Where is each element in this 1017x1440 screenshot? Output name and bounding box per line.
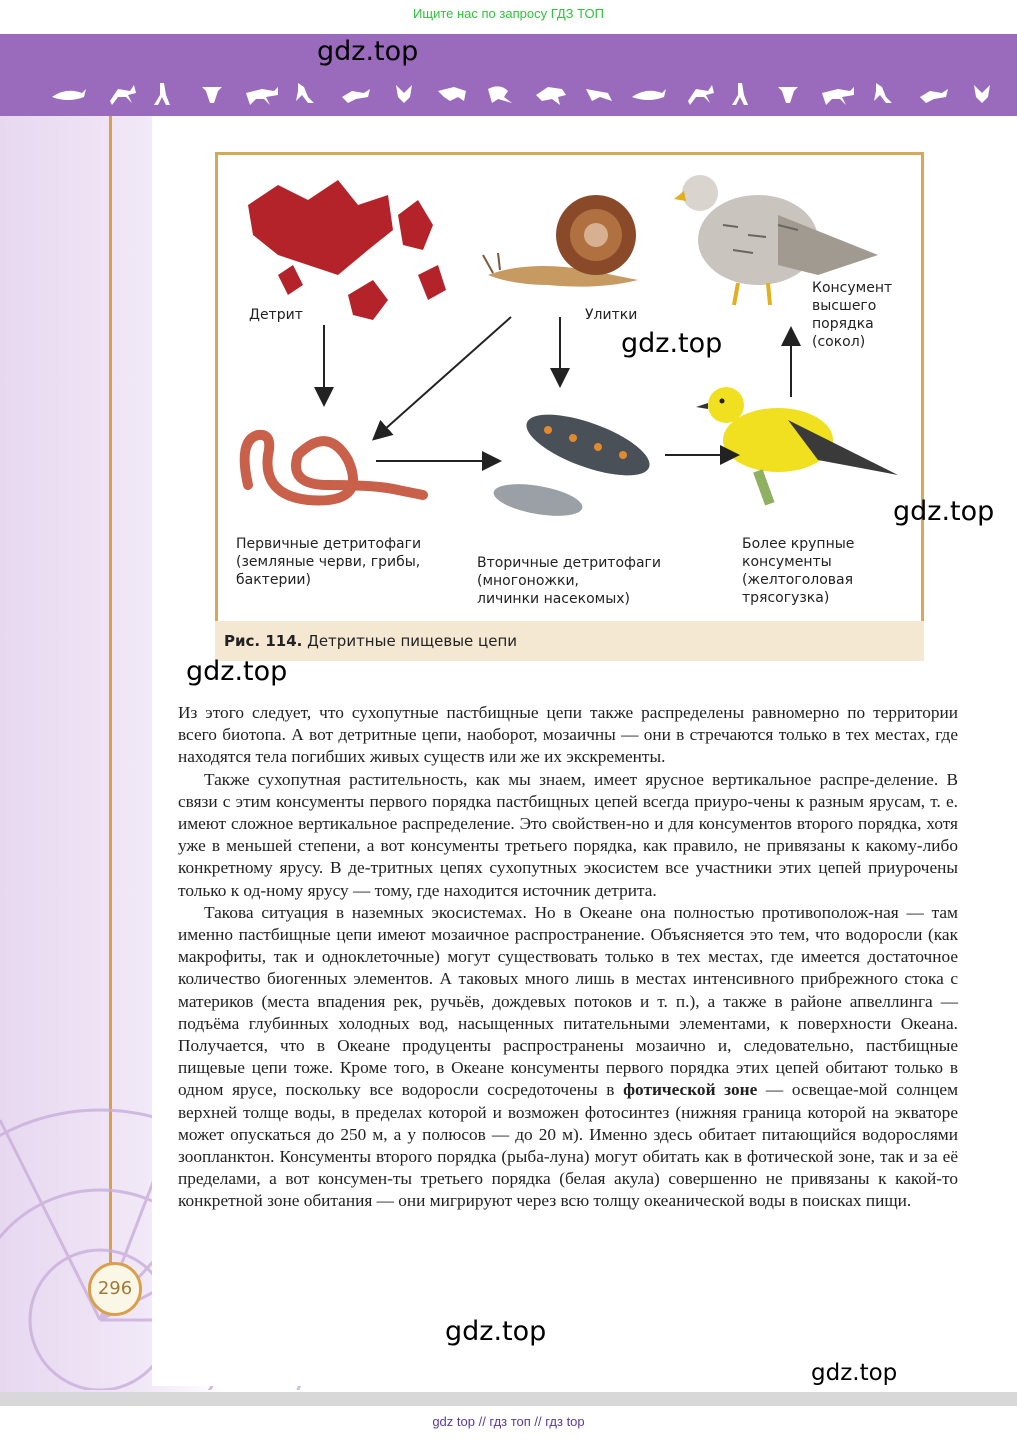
paragraph-3-tail: — освещае-мой солнцем верхней толще воды, в пределах которой и возможен фотосинтез (нижняя граница которой на экваторе может опускаться до 250 м, а у полюсов — до 20 м). Именно здесь обитает питающийся водорослями зоопланктон. Консументы второго порядка (рыба-луна) могут обитать как в фотической зоне, так и за её пределами, а вот консумен-ты третьего порядка (белая акула) совершенно не привязаны к какой-то конкретной зоне обитания — они мигрируют через всю толщу океанической воды в поисках пищи. <box>178 1080 959 1211</box>
caption-text: Детритные пищевые цепи <box>307 632 518 650</box>
paragraph-3-body: Такова ситуация в наземных экосистемах. Но в Океане она полностью противополож-ная — там именно пастбищные цепи имеют мозаичное распространение. Объясняется это тем, что водоросли (как макрофиты, так и одноклеточные) могут существовать только в тех местах, где имеется достаточное количество биогенных элементов. А таковых много лишь в местах интенсивного прибрежного стока с материков (места впадения рек, ручьёв, дождевых потоков и т. п.), а также в районе апвеллинга — подъёма глубинных холодных вод, насыщенных питательными элементами, к поверхности Океана. Получается, что в Океане продуценты распространены мозаично и, следовательно, пастбищные пищевые цепи тоже. Кроме того, в Океане консументы первого порядка этих цепей обитают только в одном ярусе, поскольку все водоросли сосредоточены в <box>178 902 958 1100</box>
label-secondary-detritivores: Вторичные детритофаги (многоножки, личинки насекомых) <box>477 555 662 607</box>
watermark-6: gdz.top <box>811 1360 898 1386</box>
label-primary-detritivores: Первичные детритофаги (земляные черви, грибы, бактерии) <box>236 536 422 588</box>
paragraph-1: Из этого следует, что сухопутные пастбищные цепи также распределены равномерно по территории всего биотопа. А вот детритные цепи, наоборот, мозаичны — они в стречаются только в тех местах, где находятся тела погибших живых существ или же их экскременты. <box>178 703 958 767</box>
caption-number: Рис. 114. <box>224 632 303 650</box>
oak-leaves-illustration <box>248 180 446 320</box>
page-number: 296 <box>88 1262 142 1316</box>
watermark-1: gdz.top <box>317 36 419 67</box>
bottom-links[interactable]: gdz top // гдз топ // гдз top <box>432 1414 585 1429</box>
wagtail-illustration <box>696 387 898 506</box>
figure-114 <box>215 152 924 624</box>
top-search-link[interactable]: Ищите нас по запросу ГДЗ ТОП <box>413 6 604 21</box>
animal-silhouettes-strip <box>52 79 1002 109</box>
header-banner <box>0 34 1017 116</box>
watermark-3: gdz.top <box>893 496 995 527</box>
bottom-band <box>0 1392 1017 1406</box>
earthworm-illustration <box>245 435 423 501</box>
label-top-consumer: Консумент высшего порядка (сокол) <box>812 280 893 350</box>
watermark-2: gdz.top <box>621 328 723 359</box>
label-snails: Улитки <box>585 307 638 323</box>
bold-term-photic-zone: фотической зоне <box>623 1080 758 1100</box>
insect-larvae-illustration <box>491 402 656 522</box>
label-detritus: Детрит <box>249 307 303 323</box>
watermark-4: gdz.top <box>186 656 288 687</box>
paragraph-2: Также сухопутная растительность, как мы знаем, имеет ярусное вертикальное распре-деление. В связи с этим консументы первого порядка пастбищных цепей всегда приуро-чены к разным ярусам, т. е. имеют сложное вертикальное распределение. Это свойствен-но и для консументов второго порядка, хотя уже в меньшей степени, а вот консументы третьего порядка, как правило, не привязаны к какому-либо конкретному ярусу. В де-тритных цепях сухопутных экосистем все участники этих цепей приурочены только к од-ному ярусу — тому, где находится источник детрита. <box>178 769 958 900</box>
snail-illustration <box>483 195 638 287</box>
body-text <box>178 702 958 1213</box>
watermark-5: gdz.top <box>445 1316 547 1347</box>
paragraph-3 <box>178 902 958 1213</box>
figure-caption <box>215 621 924 661</box>
label-larger-consumers: Более крупные консументы (желтоголовая трясогузка) <box>742 536 855 606</box>
